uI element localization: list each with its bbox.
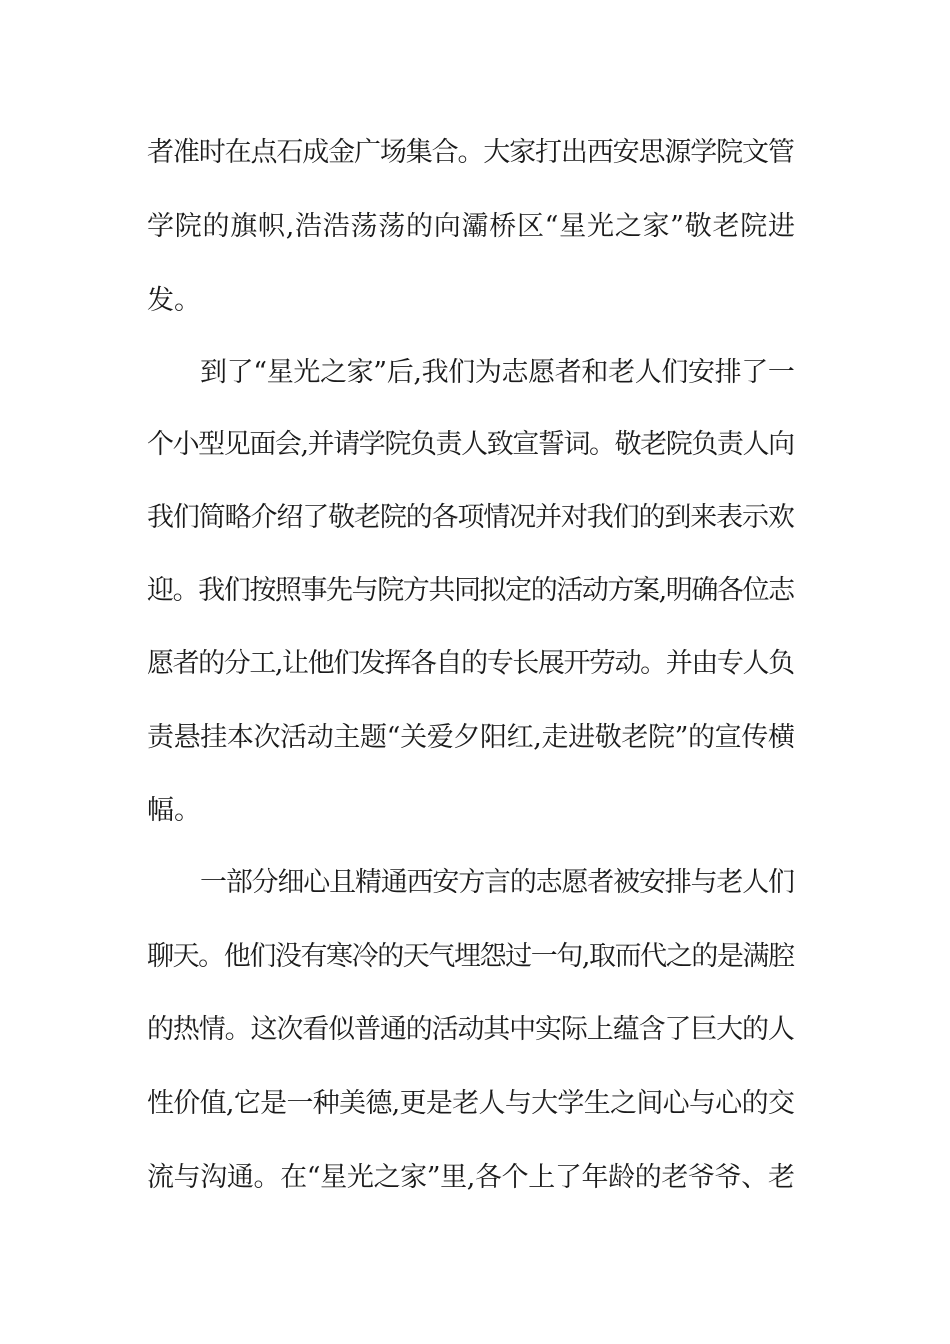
text-line: 我们简略介绍了敬老院的各项情况并对我们的到来表示欢: [147, 502, 794, 533]
text-line: 迎。我们按照事先与院方共同拟定的活动方案,明确各位志: [147, 575, 794, 606]
text-line: 发。: [147, 285, 201, 316]
text-line: 的热情。这次看似普通的活动其中实际上蕴含了巨大的人: [147, 1014, 794, 1045]
text-line: 个小型见面会,并请学院负责人致宣誓词。敬老院负责人向: [147, 429, 794, 460]
text-line: 者准时在点石成金广场集合。大家打出西安思源学院文管: [147, 137, 794, 168]
paragraph-first-line: 到了“星光之家”后,我们为志愿者和老人们安排了一: [200, 357, 795, 388]
text-line: 责悬挂本次活动主题“关爱夕阳红,走进敬老院”的宣传横: [147, 722, 795, 753]
text-line: 聊天。他们没有寒冷的天气埋怨过一句,取而代之的是满腔: [147, 941, 794, 972]
text-line: 愿者的分工,让他们发挥各自的专长展开劳动。并由专人负: [147, 648, 794, 679]
text-line: 幅。: [147, 795, 201, 826]
text-line: 学院的旗帜,浩浩荡荡的向灞桥区“星光之家”敬老院进: [147, 211, 796, 242]
text-line: 性价值,它是一种美德,更是老人与大学生之间心与心的交: [147, 1088, 795, 1119]
text-line: 流与沟通。在“星光之家”里,各个上了年龄的老爷爷、老: [147, 1162, 795, 1193]
paragraph-first-line: 一部分细心且精通西安方言的志愿者被安排与老人们: [200, 867, 794, 898]
